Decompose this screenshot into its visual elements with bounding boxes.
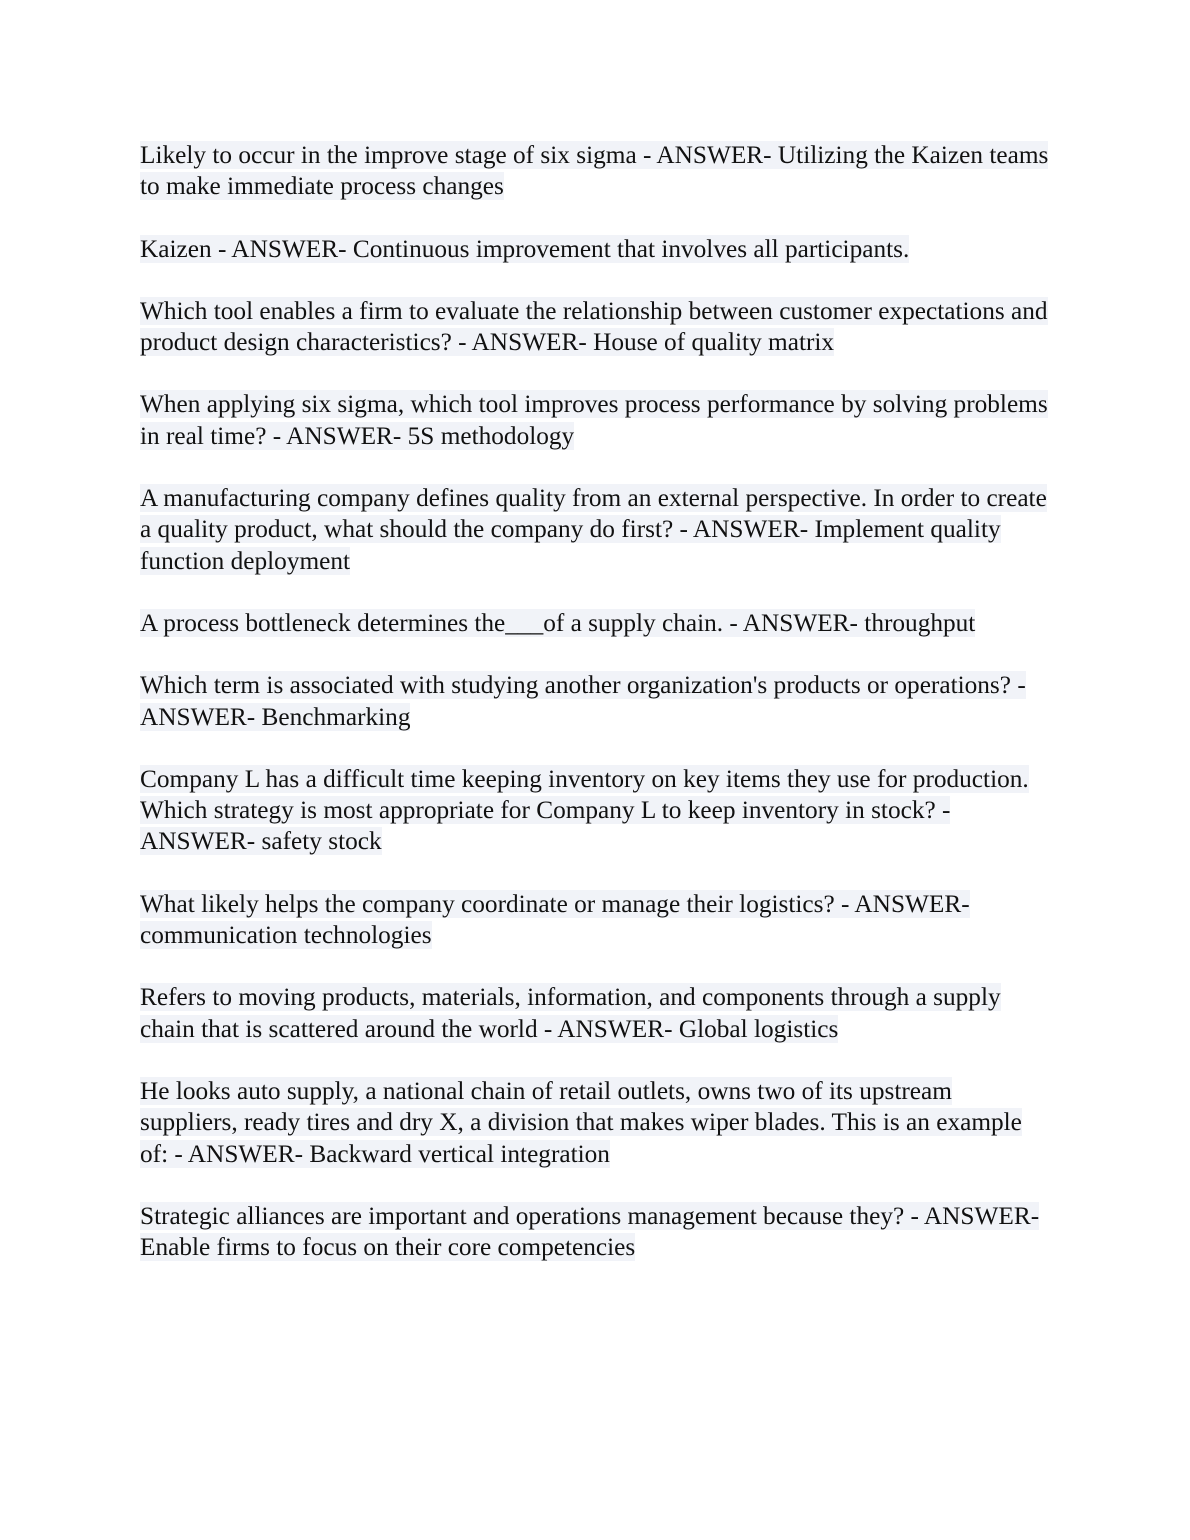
qa-item-text: What likely helps the company coordinate or manage their logistics? - ANSWER- communication technologies [140, 889, 970, 950]
qa-item-text: Company L has a difficult time keeping inventory on key items they use for production. Which strategy is most appropriate for Company L to keep inventory in stock? - ANSWER- safety stock [140, 764, 1029, 856]
qa-item-text: When applying six sigma, which tool improves process performance by solving problems in real time? - ANSWER- 5S methodology [140, 390, 1048, 450]
qa-item [140, 889, 1050, 952]
qa-item-text: Refers to moving products, materials, information, and components through a supply chain that is scattered around the world - ANSWER- Global logistics [140, 983, 1001, 1043]
qa-item-text: Which tool enables a firm to evaluate the relationship between customer expectations and product design characteristics? - ANSWER- House of quality matrix [140, 296, 1048, 357]
qa-item [140, 389, 1050, 452]
qa-item-text: Likely to occur in the improve stage of six sigma - ANSWER- Utilizing the Kaizen teams to make immediate process changes [140, 141, 1049, 201]
qa-item [140, 483, 1050, 577]
qa-item [140, 140, 1050, 203]
qa-item [140, 296, 1050, 359]
qa-item [140, 234, 1050, 265]
qa-item [140, 1076, 1050, 1170]
qa-item-text: A manufacturing company defines quality from an external perspective. In order to create a quality product, what should the company do first? - ANSWER- Implement quality function deployment [140, 484, 1047, 575]
qa-item [140, 764, 1050, 858]
qa-item [140, 670, 1050, 733]
qa-item-text: A process bottleneck determines the___of a supply chain. - ANSWER- throughput [140, 608, 976, 637]
qa-item-text: He looks auto supply, a national chain of retail outlets, owns two of its upstream suppliers, ready tires and dry X, a division that makes wiper blades. This is an example of: - ANSWER- Backward vertical integration [140, 1076, 1022, 1168]
qa-item-text: Kaizen - ANSWER- Continuous improvement that involves all participants. [140, 234, 910, 263]
qa-item [140, 608, 1050, 639]
qa-item-text: Strategic alliances are important and operations management because they? - ANSWER- Enable firms to focus on their core competencies [140, 1201, 1040, 1262]
qa-item [140, 1201, 1050, 1264]
qa-item [140, 982, 1050, 1045]
qa-item-text: Which term is associated with studying another organization's products or operations? - ANSWER- Benchmarking [140, 671, 1026, 731]
qa-list [140, 140, 1050, 1294]
